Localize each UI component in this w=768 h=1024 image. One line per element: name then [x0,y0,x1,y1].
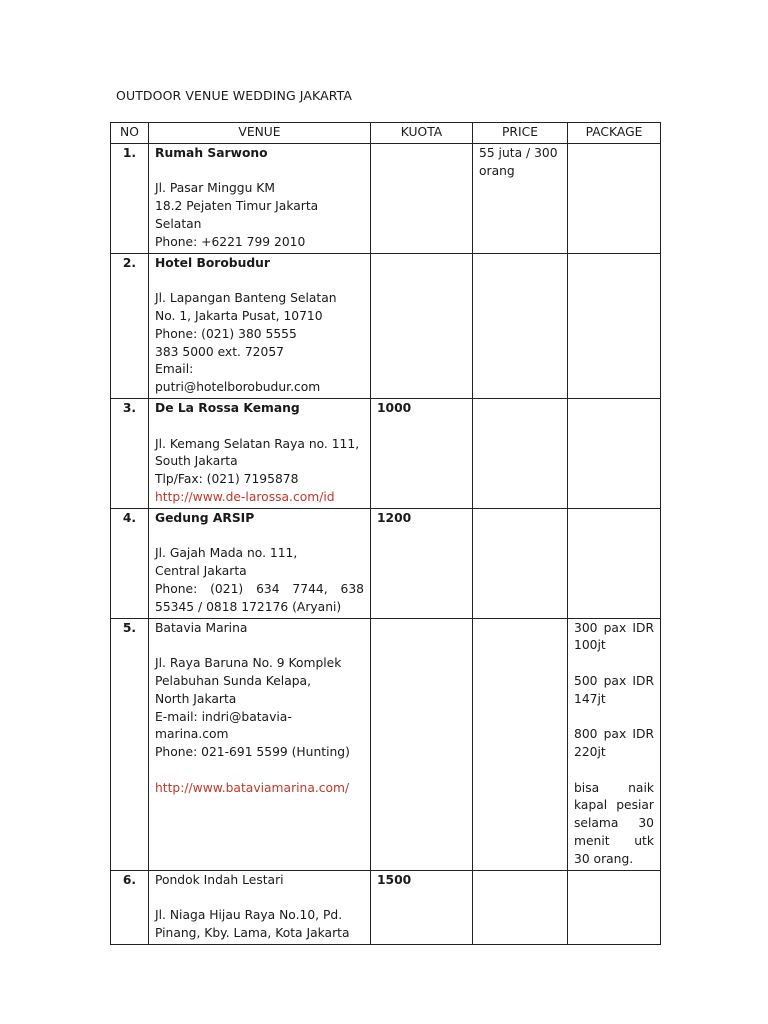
package-text: 147jt [574,691,606,706]
venue-email-label: Email: [155,362,194,377]
venue-website-link[interactable]: http://www.bataviamarina.com/ [155,780,350,795]
header-venue: VENUE [149,123,371,144]
header-kuota: KUOTA [371,123,473,144]
package-text: 30 orang. [574,851,634,866]
venue-address: 18.2 Pejaten Timur Jakarta [155,199,319,214]
venue-cell [149,870,371,944]
venue-phone: Phone: 021-691 5599 (Hunting) [155,745,350,760]
venue-email: E-mail: indri@batavia- [155,709,292,724]
venue-website-link[interactable]: http://www.de-larossa.com/id [155,489,335,504]
header-package: PACKAGE [568,123,661,144]
venue-phone: 383 5000 ext. 72057 [155,344,284,359]
package-text: kapal pesiar [574,798,654,813]
venue-address: North Jakarta [155,691,237,706]
venue-cell [149,143,371,253]
package-text: 100jt [574,638,606,653]
kuota-cell [371,618,473,870]
package-text: 500 pax IDR [574,673,654,688]
row-number: 6. [111,870,149,944]
header-no: NO [111,123,149,144]
package-cell [568,143,661,253]
venue-address: Jl. Gajah Mada no. 111, [155,546,298,561]
price-text: 55 juta / 300 [479,145,558,160]
document-title: OUTDOOR VENUE WEDDING JAKARTA [116,88,353,103]
package-cell [568,870,661,944]
venue-email: marina.com [155,727,229,742]
venue-address: Jl. Lapangan Banteng Selatan [155,291,337,306]
venue-address: Jl. Kemang Selatan Raya no. 111, [155,436,360,451]
venue-cell [149,618,371,870]
venue-phone: 55345 / 0818 172176 (Aryani) [155,599,342,614]
venue-phone: Phone: +6221 799 2010 [155,234,306,249]
table-row [111,398,661,508]
package-text: menit utk [574,834,654,849]
table-row [111,253,661,398]
venue-name: Gedung ARSIP [155,510,255,525]
venue-address: No. 1, Jakarta Pusat, 10710 [155,308,323,323]
row-number: 1. [111,143,149,253]
price-cell [473,398,568,508]
venue-phone: Phone: (021) 380 5555 [155,326,297,341]
venue-table [110,122,661,945]
price-cell [473,253,568,398]
venue-name: Hotel Borobudur [155,255,270,270]
price-text: orang [479,163,515,178]
kuota-cell: 1500 [371,870,473,944]
package-text: 800 pax IDR [574,727,654,742]
row-number: 4. [111,508,149,618]
table-row [111,143,661,253]
venue-cell [149,398,371,508]
venue-cell [149,253,371,398]
header-price: PRICE [473,123,568,144]
kuota-cell: 1000 [371,398,473,508]
venue-name: Rumah Sarwono [155,145,268,160]
package-cell [568,398,661,508]
venue-cell [149,508,371,618]
table-row [111,618,661,870]
venue-name: Batavia Marina [155,620,248,635]
venue-address: Pinang, Kby. Lama, Kota Jakarta [155,926,350,941]
table-row [111,870,661,944]
package-cell [568,508,661,618]
package-text: 300 pax IDR [574,620,654,635]
venue-email: putri@hotelborobudur.com [155,380,321,395]
package-cell [568,618,661,870]
venue-phone: Tlp/Fax: (021) 7195878 [155,472,299,487]
table-row [111,508,661,618]
package-text: selama 30 [574,816,654,831]
venue-address: Jl. Pasar Minggu KM [155,181,275,196]
kuota-cell: 1200 [371,508,473,618]
price-cell [473,618,568,870]
venue-address: Selatan [155,216,202,231]
package-cell [568,253,661,398]
row-number: 3. [111,398,149,508]
venue-address: Pelabuhan Sunda Kelapa, [155,673,311,688]
venue-phone: Phone: (021) 634 7744, 638 [155,581,364,596]
row-number: 5. [111,618,149,870]
venue-address: South Jakarta [155,454,238,469]
kuota-cell [371,253,473,398]
price-cell [473,870,568,944]
venue-address: Jl. Niaga Hijau Raya No.10, Pd. [155,908,343,923]
package-text: bisa naik [574,780,654,795]
package-text: 220jt [574,745,606,760]
table-header-row [111,123,661,144]
kuota-cell [371,143,473,253]
venue-address: Central Jakarta [155,564,247,579]
price-cell [473,143,568,253]
venue-address: Jl. Raya Baruna No. 9 Komplek [155,656,342,671]
price-cell [473,508,568,618]
venue-name: De La Rossa Kemang [155,400,300,415]
venue-name: Pondok Indah Lestari [155,872,284,887]
row-number: 2. [111,253,149,398]
